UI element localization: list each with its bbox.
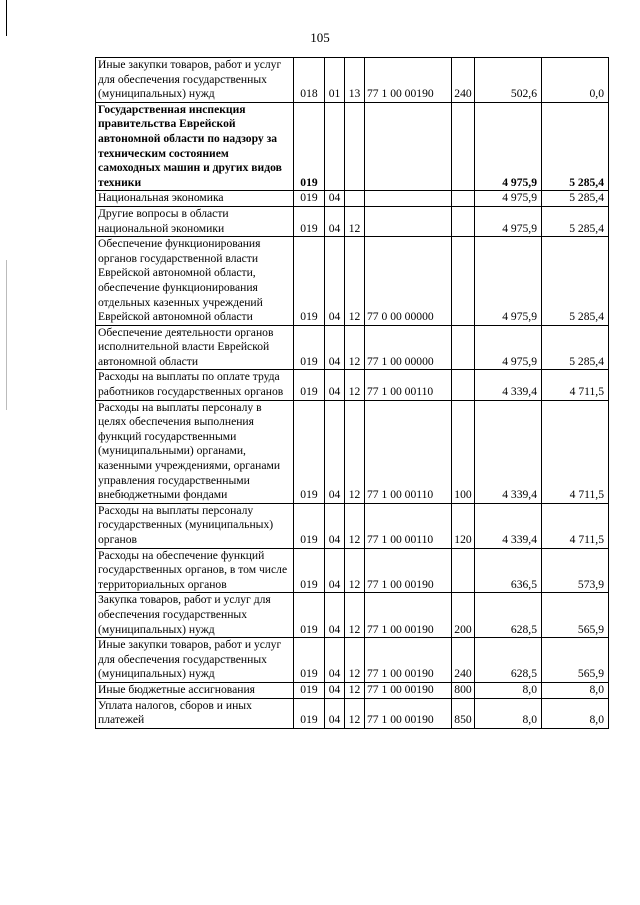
cell-section: 04 [325,206,345,236]
cell-amount-year2: 4 711,5 [542,400,609,503]
cell-subsection: 13 [345,58,365,103]
cell-grbs: 019 [294,593,325,638]
cell-expense-type: 240 [452,58,475,103]
cell-name: Расходы на обеспечение функций государственных органов, в том числе территориальных органов [96,548,294,593]
cell-expense-type: 100 [452,400,475,503]
cell-subsection: 12 [345,682,365,698]
cell-subsection: 12 [345,503,365,548]
cell-grbs: 019 [294,503,325,548]
cell-subsection: 12 [345,698,365,728]
cell-amount-year2: 5 285,4 [542,191,609,207]
cell-subsection: 12 [345,548,365,593]
table-row [96,58,609,103]
cell-amount-year1: 4 975,9 [475,102,542,191]
cell-expense-type [452,191,475,207]
cell-grbs: 019 [294,237,325,326]
cell-expense-type [452,325,475,370]
cell-name: Обеспечение деятельности органов исполнительной власти Еврейской автономной области [96,325,294,370]
cell-expense-type [452,102,475,191]
cell-grbs: 019 [294,102,325,191]
cell-amount-year1: 636,5 [475,548,542,593]
cell-amount-year1: 8,0 [475,682,542,698]
cell-amount-year1: 502,6 [475,58,542,103]
table-row [96,237,609,326]
cell-section: 04 [325,191,345,207]
cell-grbs: 019 [294,370,325,400]
cell-amount-year2: 573,9 [542,548,609,593]
cell-name: Закупка товаров, работ и услуг для обеспечения государственных (муниципальных) нужд [96,593,294,638]
cell-subsection [345,102,365,191]
cell-expense-type: 120 [452,503,475,548]
cell-amount-year2: 4 711,5 [542,370,609,400]
table-row [96,102,609,191]
cell-target-article: 77 1 00 00190 [365,58,452,103]
cell-target-article: 77 1 00 00110 [365,370,452,400]
cell-section: 04 [325,638,345,683]
cell-amount-year1: 4 339,4 [475,503,542,548]
cell-amount-year2: 8,0 [542,698,609,728]
cell-expense-type [452,548,475,593]
cell-section: 04 [325,698,345,728]
cell-expense-type: 200 [452,593,475,638]
cell-amount-year2: 8,0 [542,682,609,698]
cell-section: 04 [325,682,345,698]
cell-subsection [345,191,365,207]
cell-amount-year1: 8,0 [475,698,542,728]
cell-amount-year1: 4 339,4 [475,370,542,400]
table-row [96,191,609,207]
cell-amount-year1: 628,5 [475,638,542,683]
cell-section: 01 [325,58,345,103]
cell-target-article [365,191,452,207]
cell-grbs: 018 [294,58,325,103]
cell-expense-type [452,206,475,236]
cell-grbs: 019 [294,400,325,503]
cell-section: 04 [325,400,345,503]
cell-grbs: 019 [294,325,325,370]
cell-name: Другие вопросы в области национальной экономики [96,206,294,236]
cell-amount-year2: 4 711,5 [542,503,609,548]
cell-target-article: 77 1 00 00190 [365,698,452,728]
cell-section [325,102,345,191]
cell-expense-type: 800 [452,682,475,698]
cell-amount-year1: 4 975,9 [475,206,542,236]
cell-expense-type: 850 [452,698,475,728]
table-row [96,325,609,370]
cell-target-article: 77 1 00 00190 [365,682,452,698]
cell-section: 04 [325,325,345,370]
table-row [96,400,609,503]
cell-grbs: 019 [294,698,325,728]
cell-section: 04 [325,593,345,638]
table-row [96,593,609,638]
cell-name: Государственная инспекция правительства Еврейской автономной области по надзору за техническим состоянием самоходных машин и других видов техники [96,102,294,191]
table-row [96,503,609,548]
cell-subsection: 12 [345,638,365,683]
cell-amount-year2: 5 285,4 [542,206,609,236]
cell-name: Иные закупки товаров, работ и услуг для обеспечения государственных (муниципальных) нужд [96,638,294,683]
cell-amount-year2: 5 285,4 [542,325,609,370]
cell-subsection: 12 [345,370,365,400]
cell-target-article: 77 1 00 00110 [365,400,452,503]
cell-name: Иные закупки товаров, работ и услуг для обеспечения государственных (муниципальных) нужд [96,58,294,103]
cell-name: Расходы на выплаты персоналу государственных (муниципальных) органов [96,503,294,548]
cell-grbs: 019 [294,548,325,593]
cell-amount-year1: 4 975,9 [475,325,542,370]
cell-target-article [365,102,452,191]
page-number: 105 [310,30,330,45]
table-row [96,682,609,698]
table-row [96,370,609,400]
cell-section: 04 [325,548,345,593]
cell-name: Расходы на выплаты персоналу в целях обеспечения выполнения функций государственными (муниципальными) органами, казенными учреждениями, органами управления государственными внебюджетными фондами [96,400,294,503]
cell-section: 04 [325,370,345,400]
cell-target-article: 77 1 00 00190 [365,593,452,638]
cell-name: Национальная экономика [96,191,294,207]
cell-target-article: 77 1 00 00110 [365,503,452,548]
cell-subsection: 12 [345,593,365,638]
cell-amount-year1: 4 975,9 [475,237,542,326]
cell-grbs: 019 [294,682,325,698]
cell-subsection: 12 [345,237,365,326]
cell-subsection: 12 [345,206,365,236]
cell-subsection: 12 [345,325,365,370]
cell-target-article: 77 0 00 00000 [365,237,452,326]
cell-target-article: 77 1 00 00190 [365,548,452,593]
cell-grbs: 019 [294,191,325,207]
cell-expense-type [452,370,475,400]
cell-expense-type: 240 [452,638,475,683]
cell-target-article: 77 1 00 00190 [365,638,452,683]
cell-name: Уплата налогов, сборов и иных платежей [96,698,294,728]
cell-grbs: 019 [294,638,325,683]
cell-amount-year2: 565,9 [542,638,609,683]
cell-target-article: 77 1 00 00000 [365,325,452,370]
cell-subsection: 12 [345,400,365,503]
cell-amount-year1: 4 975,9 [475,191,542,207]
cell-name: Расходы на выплаты по оплате труда работников государственных органов [96,370,294,400]
cell-amount-year2: 565,9 [542,593,609,638]
cell-amount-year2: 5 285,4 [542,102,609,191]
table-row [96,698,609,728]
cell-amount-year1: 628,5 [475,593,542,638]
budget-table [95,57,609,729]
cell-name: Обеспечение функционирования органов государственной власти Еврейской автономной области, обеспечение функционирования отдельных казенных учреждений Еврейской автономной области [96,237,294,326]
table-row [96,638,609,683]
cell-expense-type [452,237,475,326]
cell-section: 04 [325,503,345,548]
cell-target-article [365,206,452,236]
cell-amount-year2: 5 285,4 [542,237,609,326]
cell-section: 04 [325,237,345,326]
margin-mark [6,260,7,410]
cell-amount-year2: 0,0 [542,58,609,103]
table-row [96,206,609,236]
cell-amount-year1: 4 339,4 [475,400,542,503]
table-row [96,548,609,593]
cell-name: Иные бюджетные ассигнования [96,682,294,698]
cell-grbs: 019 [294,206,325,236]
